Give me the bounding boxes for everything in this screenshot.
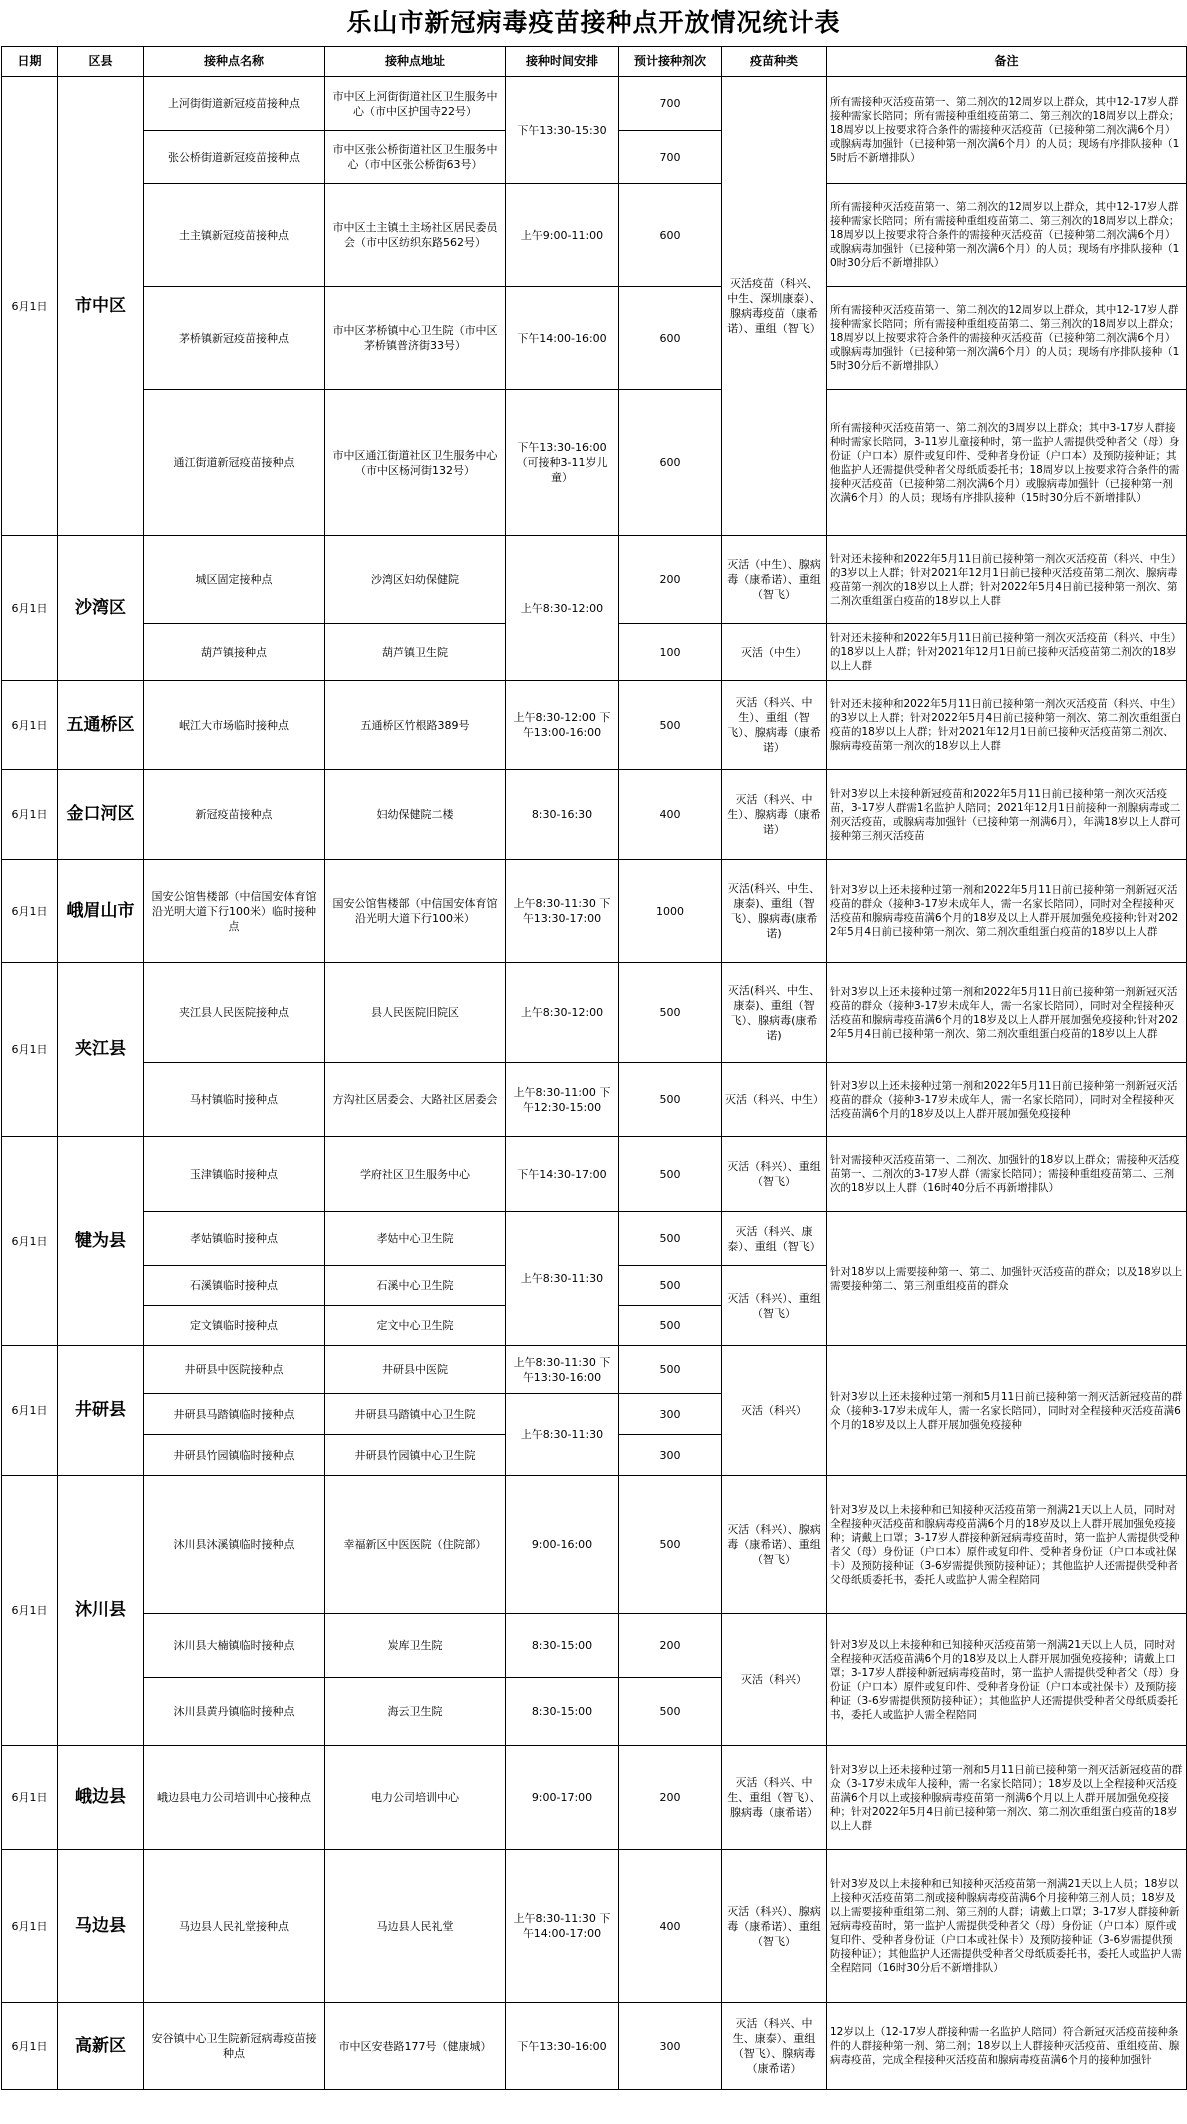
date-cell: 6月1日 (2, 1746, 58, 1850)
page-title: 乐山市新冠病毒疫苗接种点开放情况统计表 (346, 8, 841, 37)
dose-count-cell: 400 (619, 1850, 722, 2003)
site-name-cell: 通江街道新冠疫苗接种点 (144, 390, 325, 536)
time-cell: 8:30-15:00 (506, 1678, 619, 1746)
vaccination-table (1, 46, 1187, 2090)
table-row (2, 1346, 1187, 1394)
time-cell: 9:00-16:00 (506, 1476, 619, 1614)
county-cell: 高新区 (58, 2003, 144, 2090)
vaccine-type-cell: 灭活（中生）、腺病毒（康希诺）、重组（智飞） (722, 536, 827, 624)
dose-count-cell: 100 (619, 624, 722, 681)
site-name-cell: 安谷镇中心卫生院新冠病毒疫苗接种点 (144, 2003, 325, 2090)
time-cell: 上午8:30-11:30 下午14:00-17:00 (506, 1850, 619, 2003)
table-row (2, 1476, 1187, 1614)
site-name-cell: 土主镇新冠疫苗接种点 (144, 184, 325, 287)
county-cell: 五通桥区 (58, 681, 144, 770)
date-cell: 6月1日 (2, 536, 58, 681)
time-cell: 上午8:30-11:00 下午12:30-15:00 (506, 1063, 619, 1137)
date-cell: 6月1日 (2, 1476, 58, 1746)
site-address-cell: 市中区土主镇土主场社区居民委员会（市中区纺织东路562号） (325, 184, 506, 287)
table-row (2, 1212, 1187, 1266)
notes-cell: 所有需接种灭活疫苗第一、第二剂次的12周岁以上群众，其中12-17岁人群接种需家长陪同；所有需接种重组疫苗第二、第三剂次的18周岁以上群众；18周岁以上按要求符合条件的需接种灭活疫苗（已接种第二剂次满6个月）或腺病毒加强针（已接种第一剂次满6个月）的人员；现场有序排队接种（10时30分后不新增排队） (827, 184, 1187, 287)
site-address-cell: 定文中心卫生院 (325, 1306, 506, 1346)
dose-count-cell: 500 (619, 1346, 722, 1394)
notes-cell: 针对3岁以上还未接种过第一剂和5月11日前已接种第一剂灭活新冠疫苗的群众（接种3-17岁未成年人，需一名家长陪同），同时对全程接种灭活疫苗满6个月的18岁及以上人群开展加强免疫接种 (827, 1346, 1187, 1476)
vaccine-type-cell: 灭活（科兴、中生、康泰）、重组（智飞）、腺病毒（康希诺） (722, 2003, 827, 2090)
dose-count-cell: 300 (619, 1394, 722, 1435)
date-cell: 6月1日 (2, 77, 58, 536)
time-cell: 上午8:30-11:30 下午13:30-16:00 (506, 1346, 619, 1394)
dose-count-cell: 500 (619, 1137, 722, 1212)
vaccine-type-cell: 灭活（科兴） (722, 1614, 827, 1746)
site-address-cell: 孝姑中心卫生院 (325, 1212, 506, 1266)
vaccine-type-cell: 灭活(科兴、中生、康泰)、重组（智飞）、腺病毒(康希诺) (722, 860, 827, 963)
site-name-cell: 葫芦镇接种点 (144, 624, 325, 681)
county-cell: 犍为县 (58, 1137, 144, 1346)
site-name-cell: 井研县中医院接种点 (144, 1346, 325, 1394)
time-cell: 上午8:30-12:00 (506, 963, 619, 1063)
site-address-cell: 葫芦镇卫生院 (325, 624, 506, 681)
dose-count-cell: 700 (619, 77, 722, 131)
table-row (2, 1746, 1187, 1850)
time-cell: 上午8:30-11:30 (506, 1394, 619, 1476)
dose-count-cell: 500 (619, 1678, 722, 1746)
dose-count-cell: 1000 (619, 860, 722, 963)
dose-count-cell: 500 (619, 1063, 722, 1137)
vaccine-type-cell: 灭活（科兴、中生）、腺病毒（康希诺） (722, 770, 827, 860)
time-cell: 上午8:30-12:00 (506, 536, 619, 681)
vaccine-type-cell: 灭活（科兴、中生） (722, 1063, 827, 1137)
table-row (2, 77, 1187, 131)
site-name-cell: 夹江县人民医院接种点 (144, 963, 325, 1063)
vaccine-type-cell: 灭活（中生） (722, 624, 827, 681)
site-address-cell: 方沟社区居委会、大路社区居委会 (325, 1063, 506, 1137)
site-address-cell: 电力公司培训中心 (325, 1746, 506, 1850)
date-cell: 6月1日 (2, 681, 58, 770)
site-name-cell: 井研县马踏镇临时接种点 (144, 1394, 325, 1435)
time-cell: 上午8:30-12:00 下午13:00-16:00 (506, 681, 619, 770)
site-address-cell: 市中区张公桥街道社区卫生服务中心（市中区张公桥街63号） (325, 131, 506, 184)
dose-count-cell: 300 (619, 1435, 722, 1476)
site-name-cell: 新冠疫苗接种点 (144, 770, 325, 860)
site-name-cell: 沐川县大楠镇临时接种点 (144, 1614, 325, 1678)
notes-cell: 12岁以上（12-17岁人群接种需一名监护人陪同）符合新冠灭活疫苗接种条件的人群接种第一剂、第二剂；18岁以上人群接种灭活疫苗、重组疫苗、腺病毒疫苗，完成全程接种灭活疫苗和腺病毒疫苗满6个月的接种加强针 (827, 2003, 1187, 2090)
notes-cell: 所有需接种灭活疫苗第一、第二剂次的12周岁以上群众，其中12-17岁人群接种需家长陪同；所有需接种重组疫苗第二、第三剂次的18周岁以上群众；18周岁以上按要求符合条件的需接种灭活疫苗（已接种第二剂次满6个月）或腺病毒加强针（已接种第一剂次满6个月）的人员；现场有序排队接种（15时30分后不新增排队） (827, 287, 1187, 390)
time-cell: 下午13:30-15:30 (506, 77, 619, 184)
header-notes: 备注 (827, 47, 1187, 77)
vaccine-type-cell: 灭活疫苗（科兴、中生、深圳康泰）、腺病毒疫苗（康希诺）、重组（智飞） (722, 77, 827, 536)
notes-cell: 所有需接种灭活疫苗第一、第二剂次的3周岁以上群众；其中3-17岁人群接种时需家长陪同，3-11岁儿童接种时，第一监护人需提供受种者父（母）身份证（户口本）原件或复印件、受种者身份证（户口本）及预防接种证；其他监护人还需提供受种者父母纸质委托书；18周岁以上按要求符合条件的需接种灭活疫苗（已接种第二剂次满6个月）或腺病毒加强针（已接种第一剂次满6个月）的人员；现场有序排队接种（15时30分后不新增排队） (827, 390, 1187, 536)
vaccine-type-cell: 灭活(科兴、中生、康泰)、重组（智飞）、腺病毒(康希诺) (722, 963, 827, 1063)
table-row (2, 2003, 1187, 2090)
site-name-cell: 峨边县电力公司培训中心接种点 (144, 1746, 325, 1850)
site-address-cell: 市中区通江街道社区卫生服务中心（市中区杨河街132号） (325, 390, 506, 536)
time-cell: 上午8:30-11:30 下午13:30-17:00 (506, 860, 619, 963)
site-name-cell: 马边县人民礼堂接种点 (144, 1850, 325, 2003)
table-row (2, 390, 1187, 536)
notes-cell: 针对3岁以上还未接种过第一剂和5月11日前已接种第一剂灭活新冠疫苗的群众（3-17岁未成年人接种，需一名家长陪同）；18岁及以上全程接种灭活疫苗满6个月以上或接种腺病毒疫苗第一剂满6个月以上人群开展加强免疫接种；针对2022年5月4日前已接种第一剂次、第二剂次重组蛋白疫苗的18岁以上人群 (827, 1746, 1187, 1850)
dose-count-cell: 200 (619, 536, 722, 624)
notes-cell: 针对还未接种和2022年5月11日前已接种第一剂次灭活疫苗（科兴、中生）的3岁以上人群；针对2022年5月4日前已接种第一剂次、第二剂次重组蛋白疫苗的18岁以上人群；针对2021年12月1日前已接种灭活疫苗第二剂次、腺病毒疫苗第一剂次的18岁以上人群 (827, 681, 1187, 770)
header-row (2, 47, 1187, 77)
date-cell: 6月1日 (2, 770, 58, 860)
county-cell: 夹江县 (58, 963, 144, 1137)
date-cell: 6月1日 (2, 2003, 58, 2090)
site-name-cell: 玉津镇临时接种点 (144, 1137, 325, 1212)
table-row (2, 1850, 1187, 2003)
notes-cell: 针对18岁以上需要接种第一、第二、加强针灭活疫苗的群众；以及18岁以上需要接种第二、第三剂重组疫苗的群众 (827, 1212, 1187, 1346)
notes-cell: 针对3岁以上还未接种过第一剂和2022年5月11日前已接种第一剂新冠灭活疫苗的群众（接种3-17岁未成年人，需一名家长陪同），同时对全程接种灭活疫苗满6个月的18岁及以上人群开展加强免疫接种 (827, 1063, 1187, 1137)
site-name-cell: 上河街街道新冠疫苗接种点 (144, 77, 325, 131)
header-time: 接种时间安排 (506, 47, 619, 77)
site-address-cell: 市中区上河街街道社区卫生服务中心（市中区护国寺22号） (325, 77, 506, 131)
time-cell: 下午13:30-16:00（可接种3-11岁儿童） (506, 390, 619, 536)
site-address-cell: 井研县中医院 (325, 1346, 506, 1394)
site-address-cell: 市中区安巷路177号（健康城） (325, 2003, 506, 2090)
site-name-cell: 孝姑镇临时接种点 (144, 1212, 325, 1266)
time-cell: 8:30-15:00 (506, 1614, 619, 1678)
table-row (2, 860, 1187, 963)
county-cell: 沙湾区 (58, 536, 144, 681)
site-name-cell: 茅桥镇新冠疫苗接种点 (144, 287, 325, 390)
site-address-cell: 马边县人民礼堂 (325, 1850, 506, 2003)
dose-count-cell: 500 (619, 963, 722, 1063)
site-name-cell: 张公桥街道新冠疫苗接种点 (144, 131, 325, 184)
vaccine-type-cell: 灭活（科兴）、腺病毒（康希诺）、重组（智飞） (722, 1850, 827, 2003)
dose-count-cell: 700 (619, 131, 722, 184)
site-name-cell: 沐川县黄丹镇临时接种点 (144, 1678, 325, 1746)
site-address-cell: 县人民医院旧院区 (325, 963, 506, 1063)
time-cell: 上午8:30-11:30 (506, 1212, 619, 1346)
site-address-cell: 市中区茅桥镇中心卫生院（市中区茅桥镇普济街33号） (325, 287, 506, 390)
dose-count-cell: 200 (619, 1614, 722, 1678)
table-row (2, 184, 1187, 287)
site-address-cell: 五通桥区竹根路389号 (325, 681, 506, 770)
notes-cell: 针对还未接种和2022年5月11日前已接种第一剂次灭活疫苗（科兴、中生）的18岁以上人群；针对2021年12月1日前已接种灭活疫苗第二剂次的18岁以上人群 (827, 624, 1187, 681)
dose-count-cell: 500 (619, 1306, 722, 1346)
vaccine-type-cell: 灭活（科兴）、腺病毒（康希诺）、重组（智飞） (722, 1476, 827, 1614)
site-address-cell: 炭库卫生院 (325, 1614, 506, 1678)
notes-cell: 所有需接种灭活疫苗第一、第二剂次的12周岁以上群众，其中12-17岁人群接种需家长陪同；所有需接种重组疫苗第二、第三剂次的18周岁以上群众；18周岁以上按要求符合条件的需接种灭活疫苗（已接种第二剂次满6个月）或腺病毒加强针（已接种第一剂次满6个月）的人员；现场有序排队接种（15时后不新增排队） (827, 77, 1187, 184)
header-date: 日期 (2, 47, 58, 77)
dose-count-cell: 500 (619, 1266, 722, 1306)
date-cell: 6月1日 (2, 963, 58, 1137)
notes-cell: 针对3岁以上还未接种过第一剂和2022年5月11日前已接种第一剂新冠灭活疫苗的群众（接种3-17岁未成年人，需一名家长陪同），同时对全程接种灭活疫苗和腺病毒疫苗满6个月的18岁及以上人群开展加强免疫接种;针对2022年5月4日前已接种第一剂次、第二剂次重组蛋白疫苗的18岁以上人群 (827, 963, 1187, 1063)
table-row (2, 1137, 1187, 1212)
time-cell: 下午14:00-16:00 (506, 287, 619, 390)
notes-cell: 针对需接种灭活疫苗第一、二剂次、加强针的18岁以上群众；需接种灭活疫苗第一、二剂次的3-17岁人群（需家长陪同）；需接种重组疫苗第二、三剂次的18岁以上人群（16时40分后不再新增排队） (827, 1137, 1187, 1212)
vaccine-type-cell: 灭活（科兴） (722, 1346, 827, 1476)
vaccine-type-cell: 灭活（科兴、中生）、重组（智飞）、腺病毒（康希诺） (722, 681, 827, 770)
dose-count-cell: 500 (619, 1212, 722, 1266)
site-address-cell: 井研县马踏镇中心卫生院 (325, 1394, 506, 1435)
site-name-cell: 沐川县沐溪镇临时接种点 (144, 1476, 325, 1614)
site-name-cell: 石溪镇临时接种点 (144, 1266, 325, 1306)
dose-count-cell: 400 (619, 770, 722, 860)
vaccine-type-cell: 灭活（科兴）、重组（智飞） (722, 1137, 827, 1212)
time-cell: 9:00-17:00 (506, 1746, 619, 1850)
site-address-cell: 国安公馆售楼部（中信国安体育馆沿光明大道下行100米） (325, 860, 506, 963)
site-name-cell: 马村镇临时接种点 (144, 1063, 325, 1137)
header-site-address: 接种点地址 (325, 47, 506, 77)
site-address-cell: 海云卫生院 (325, 1678, 506, 1746)
time-cell: 下午14:30-17:00 (506, 1137, 619, 1212)
site-name-cell: 井研县竹园镇临时接种点 (144, 1435, 325, 1476)
site-address-cell: 幸福新区中医医院（住院部） (325, 1476, 506, 1614)
table-row (2, 287, 1187, 390)
header-site-name: 接种点名称 (144, 47, 325, 77)
date-cell: 6月1日 (2, 1850, 58, 2003)
notes-cell: 针对3岁及以上未接种和已知接种灭活疫苗第一剂满21天以上人员；18岁以上接种灭活疫苗第二剂或接种腺病毒疫苗满6个月接种第三剂人员；18岁及以上需要接种重组第二剂、第三剂的人群；请戴上口罩；3-17岁人群接种新冠病毒疫苗时，第一监护人需提供受种者父（母）身份证（户口本）原件或复印件、受种者身份证（户口本或社保卡）及预防接种证（3-6岁需提供预防接种证）；其他监护人还需提供受种者父母纸质委托书，委托人或监护人需全程陪同（16时30分后不新增排队） (827, 1850, 1187, 2003)
table-row (2, 963, 1187, 1063)
dose-count-cell: 200 (619, 1746, 722, 1850)
vaccine-type-cell: 灭活（科兴）、重组（智飞） (722, 1266, 827, 1346)
table-row (2, 770, 1187, 860)
dose-count-cell: 600 (619, 390, 722, 536)
notes-cell: 针对3岁及以上未接种和已知接种灭活疫苗第一剂满21天以上人员，同时对全程接种灭活疫苗和腺病毒疫苗满6个月的18岁及以上人群开展加强免疫接种；请戴上口罩；3-17岁人群接种新冠病毒疫苗时，第一监护人需提供受种者父（母）身份证（户口本）原件或复印件、受种者身份证（户口本或社保卡）及预防接种证（3-6岁需提供预防接种证）；其他监护人还需提供受种者父母纸质委托书，委托人或监护人需全程陪同 (827, 1476, 1187, 1614)
county-cell: 沐川县 (58, 1476, 144, 1746)
time-cell: 8:30-16:30 (506, 770, 619, 860)
site-address-cell: 井研县竹园镇中心卫生院 (325, 1435, 506, 1476)
site-name-cell: 岷江大市场临时接种点 (144, 681, 325, 770)
date-cell: 6月1日 (2, 1137, 58, 1346)
county-cell: 井研县 (58, 1346, 144, 1476)
notes-cell: 针对3岁以上未接种新冠疫苗和2022年5月11日前已接种第一剂次灭活疫苗，3-17岁人群需1名监护人陪同；2021年12月1日前接种一剂腺病毒或二剂灭活疫苗，或腺病毒加强针（已接种第一剂满6月），年满18岁以上人群可接种第三剂灭活疫苗 (827, 770, 1187, 860)
notes-cell: 针对3岁以上还未接种过第一剂和2022年5月11日前已接种第一剂新冠灭活疫苗的群众（接种3-17岁未成年人，需一名家长陪同），同时对全程接种灭活疫苗和腺病毒疫苗满6个月的18岁及以上人群开展加强免疫接种;针对2022年5月4日前已接种第一剂次、第二剂次重组蛋白疫苗的18岁以上人群 (827, 860, 1187, 963)
date-cell: 6月1日 (2, 860, 58, 963)
dose-count-cell: 300 (619, 2003, 722, 2090)
site-address-cell: 学府社区卫生服务中心 (325, 1137, 506, 1212)
county-cell: 马边县 (58, 1850, 144, 2003)
site-name-cell: 城区固定接种点 (144, 536, 325, 624)
county-cell: 市中区 (58, 77, 144, 536)
site-address-cell: 沙湾区妇幼保健院 (325, 536, 506, 624)
county-cell: 峨眉山市 (58, 860, 144, 963)
county-cell: 峨边县 (58, 1746, 144, 1850)
date-cell: 6月1日 (2, 1346, 58, 1476)
table-row (2, 1063, 1187, 1137)
site-address-cell: 石溪中心卫生院 (325, 1266, 506, 1306)
dose-count-cell: 600 (619, 287, 722, 390)
notes-cell: 针对还未接种和2022年5月11日前已接种第一剂次灭活疫苗（科兴、中生）的3岁以上人群；针对2021年12月1日前已接种灭活疫苗第二剂次、腺病毒疫苗第一剂次的18岁以上人群；针对2022年5月4日前已接种第一剂次、第二剂次重组蛋白疫苗的18岁以上人群 (827, 536, 1187, 624)
header-county: 区县 (58, 47, 144, 77)
vaccine-type-cell: 灭活（科兴、中生、重组（智飞）、腺病毒（康希诺） (722, 1746, 827, 1850)
time-cell: 上午9:00-11:00 (506, 184, 619, 287)
dose-count-cell: 600 (619, 184, 722, 287)
vaccine-type-cell: 灭活（科兴、康泰）、重组（智飞） (722, 1212, 827, 1266)
site-name-cell: 定文镇临时接种点 (144, 1306, 325, 1346)
notes-cell: 针对3岁及以上未接种和已知接种灭活疫苗第一剂满21天以上人员，同时对全程接种灭活疫苗满6个月的18岁及以上人群开展加强免疫接种；请戴上口罩；3-17岁人群接种新冠病毒疫苗时，第一监护人需提供受种者父（母）身份证（户口本）原件或复印件、受种者身份证（户口本或社保卡）及预防接种证（3-6岁需提供预防接种证）；其他监护人还需提供受种者父母纸质委托书，委托人或监护人需全程陪同 (827, 1614, 1187, 1746)
dose-count-cell: 500 (619, 681, 722, 770)
time-cell: 下午13:30-16:00 (506, 2003, 619, 2090)
table-row (2, 681, 1187, 770)
table-row (2, 536, 1187, 624)
header-dose-count: 预计接种剂次 (619, 47, 722, 77)
site-name-cell: 国安公馆售楼部（中信国安体育馆沿光明大道下行100米）临时接种点 (144, 860, 325, 963)
header-vaccine-type: 疫苗种类 (722, 47, 827, 77)
table-row (2, 1614, 1187, 1678)
dose-count-cell: 500 (619, 1476, 722, 1614)
county-cell: 金口河区 (58, 770, 144, 860)
site-address-cell: 妇幼保健院二楼 (325, 770, 506, 860)
